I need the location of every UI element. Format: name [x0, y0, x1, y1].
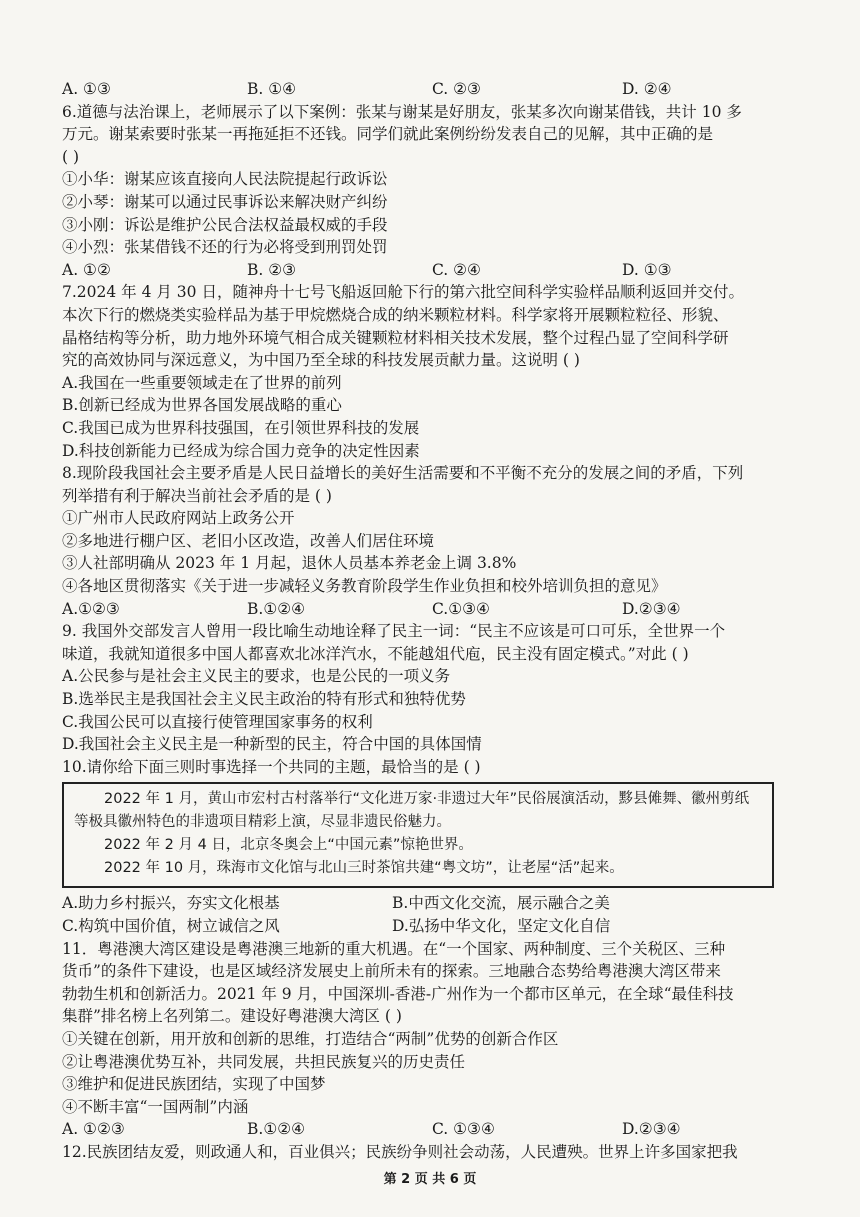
question-text: 味道，我就知道很多中国人都喜欢北冰洋汽水，不能越俎代庖，民主没有固定模式。”对此 ( ) — [62, 644, 689, 663]
exam-page — [62, 78, 802, 1164]
option: B.中西文化交流，展示融合之美 — [392, 894, 610, 913]
question-11 — [62, 938, 802, 1141]
page-footer: 第 2 页 共 6 页 — [383, 1172, 477, 1187]
question-text: 10.请你给下面三则时事选择一个共同的主题，最恰当的是 ( ) — [62, 757, 481, 776]
options — [62, 598, 802, 621]
question-text: 集群”排名榜上名列第二。建设好粤港澳大湾区 ( ) — [62, 1007, 402, 1026]
option: D. ①③ — [622, 260, 672, 279]
statement: ④各地区贯彻落实《关于进一步减轻义务教育阶段学生作业负担和校外培训负担的意见》 — [62, 577, 667, 596]
option: A. ①②③ — [62, 1120, 125, 1139]
option: B. ①④ — [247, 80, 297, 98]
question-text: 8.现阶段我国社会主要矛盾是人民日益增长的美好生活需要和不平衡不充分的发展之间的矛盾，下列 — [62, 464, 744, 483]
option: D.弘扬中华文化，坚定文化自信 — [392, 917, 611, 935]
question-text: 晶格结构等分析，助力地外环境气相合成关键颗粒材料相关技术发展，整个过程凸显了空间科学研 — [62, 328, 729, 347]
option: A.助力乡村振兴，夯实文化根基 — [62, 894, 280, 913]
question-text: 列举措有利于解决当前社会矛盾的是 ( ) — [62, 486, 332, 505]
option: D.科技创新能力已经成为综合国力竞争的决定性因素 — [62, 441, 420, 460]
options — [62, 259, 802, 282]
statement: ①关键在创新，用开放和创新的思维，打造结合“两制”优势的创新合作区 — [62, 1029, 559, 1048]
question-text: 勃勃生机和创新活力。2021 年 9 月，中国深圳-香港-广州作为一个都市区单元，在全球“最佳科技 — [62, 984, 734, 1003]
option: C. ①③④ — [432, 1120, 495, 1139]
news-box — [62, 782, 774, 888]
question-text: 货币”的条件下建设，也是区域经济发展史上前所未有的探索。三地融合态势给粤港澳大湾区带来 — [62, 962, 721, 981]
news-item: 2022 年 2 月 4 日，北京冬奥会上“中国元素”惊艳世界。 — [104, 837, 473, 854]
option: B.①②④ — [247, 599, 306, 618]
option: D. ②④ — [622, 80, 672, 98]
option: C.①③④ — [432, 599, 490, 618]
option: D.②③④ — [622, 599, 681, 618]
option: C.我国已成为世界科技强国，在引领世界科技的发展 — [62, 418, 420, 437]
statement: ③小刚：诉讼是维护公民合法权益最权威的手段 — [62, 215, 388, 234]
option: A. ①③ — [62, 80, 111, 98]
option: C. ②④ — [432, 260, 481, 279]
question-text: 万元。谢某索要时张某一再拖延拒不还钱。同学们就此案例纷纷发表自己的见解，其中正确的是 — [62, 125, 714, 144]
statement: ①广州市人民政府网站上政务公开 — [62, 509, 295, 528]
option: B.选举民主是我国社会主义民主政治的特有形式和独特优势 — [62, 690, 466, 709]
option: A.①②③ — [62, 599, 120, 618]
question-text: 12.民族团结友爱，则政通人和，百业俱兴；民族纷争则社会动荡，人民遭殃。世界上许多国家把我 — [62, 1142, 738, 1161]
statement: ④小烈：张某借钱不还的行为必将受到刑罚处罚 — [62, 238, 388, 257]
statement: ②让粤港澳优势互补，共同发展，共担民族复兴的历史责任 — [62, 1052, 466, 1071]
option: C. ②③ — [432, 80, 481, 98]
option: A.我国在一些重要领域走在了世界的前列 — [62, 373, 342, 392]
statement: ③人社部明确从 2023 年 1 月起，退休人员基本养老金上调 3.8% — [62, 554, 517, 573]
question-text: 7.2024 年 4 月 30 日，随神舟十七号飞船返回舱下行的第六批空间科学实验样品顺利返回并交付。 — [62, 283, 744, 302]
options — [62, 892, 802, 915]
option: B.①②④ — [247, 1120, 306, 1139]
options — [62, 1118, 802, 1141]
question-10 — [62, 756, 802, 938]
question-text: 9. 我国外交部发言人曾用一段比喻生动地诠释了民主一词：“民主不应该是可口可乐，全世界一个 — [62, 622, 726, 641]
option: A. ①② — [62, 260, 111, 279]
question-text: 本次下行的燃烧类实验样品为基于甲烷燃烧合成的纳米颗粒材料。科学家将开展颗粒粒径、形貌、 — [62, 305, 729, 324]
question-text: 11．粤港澳大湾区建设是粤港澳三地新的重大机遇。在“一个国家、两种制度、三个关税区、三种 — [62, 939, 726, 958]
statement: ②小琴：谢某可以通过民事诉讼来解决财产纠纷 — [62, 192, 388, 211]
news-item: 2022 年 10 月，珠海市文化馆与北山三时茶馆共建“粤文坊”，让老屋“活”起来。 — [104, 860, 624, 877]
news-item: 2022 年 1 月，黄山市宏村古村落举行“文化进万家·非遗过大年”民俗展演活动，黟县傩舞、徽州剪纸等极具徽州特色的非遗项目精彩上演，尽显非遗民俗魅力。 — [74, 791, 750, 831]
option: B.创新已经成为世界各国发展战略的重心 — [62, 396, 342, 415]
question-12 — [62, 1141, 802, 1164]
statement: ①小华：谢某应该直接向人民法院提起行政诉讼 — [62, 170, 388, 189]
statement: ③维护和促进民族团结，实现了中国梦 — [62, 1075, 326, 1094]
option: D.②③④ — [622, 1120, 681, 1139]
question-text: ( ) — [62, 147, 80, 166]
options — [62, 915, 802, 938]
option: C.我国公民可以直接行使管理国家事务的权利 — [62, 712, 373, 731]
statement: ②多地进行棚户区、老旧小区改造，改善人们居住环境 — [62, 531, 435, 550]
option: D.我国社会主义民主是一种新型的民主，符合中国的具体国情 — [62, 735, 482, 754]
option: B. ②③ — [247, 260, 297, 279]
question-8 — [62, 462, 802, 620]
top-options — [62, 78, 802, 101]
question-7 — [62, 281, 802, 462]
question-6 — [62, 101, 802, 282]
option: C.构筑中国价值，树立诚信之风 — [62, 917, 280, 935]
question-text: 6.道德与法治课上，老师展示了以下案例：张某与谢某是好朋友，张某多次向谢某借钱，共计 10 多 — [62, 102, 742, 121]
statement: ④不断丰富“一国两制”内涵 — [62, 1097, 249, 1116]
option: A.公民参与是社会主义民主的要求，也是公民的一项义务 — [62, 667, 451, 686]
question-9 — [62, 620, 802, 756]
question-text: 究的高效协同与深远意义，为中国乃至全球的科技发展贡献力量。这说明 ( ) — [62, 351, 580, 370]
